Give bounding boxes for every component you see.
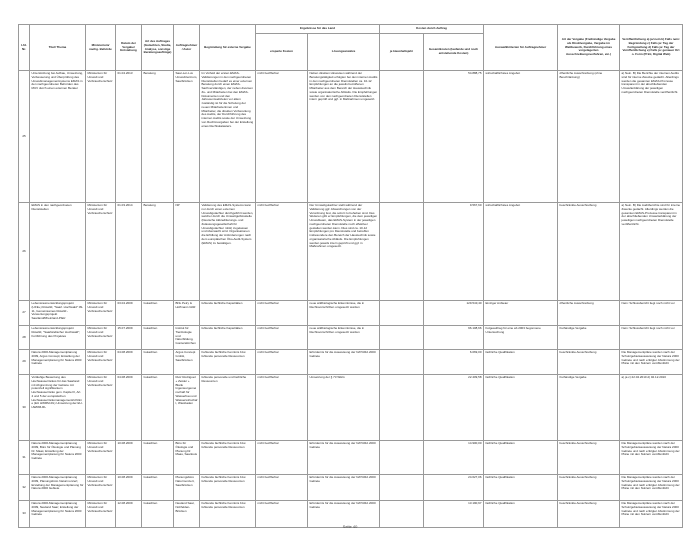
row-award-type: beschränkte Ausschreibung — [558, 350, 620, 375]
row-solutions: neue wildbiologische Erkenntnisse, die in Rechtsvorschriften umgesetzt wurden — [308, 326, 380, 350]
row-contractor: NP — [174, 203, 200, 301]
row-award-type: öffentliche Ausschreibung — [558, 301, 620, 326]
row-solutions: Erfordernis für die Ausweisung der NATURA 2000 Gebiete — [308, 441, 380, 475]
row-type: Gutachten — [142, 326, 174, 350]
contracts-table — [18, 24, 683, 528]
row-saved-costs: nicht bezifferbar — [256, 71, 308, 203]
row-saved-costs: nicht bezifferbar — [256, 326, 308, 350]
row-justification: Fehlende fachliche Kenntnis bzw. fehlende personelle Ressourcen — [200, 475, 256, 501]
row-total-cost: 129.543,40 — [424, 301, 484, 326]
row-number: 26 — [19, 203, 30, 301]
row-justification: Fehlende fachliche Kenntnis bzw. fehlende personelle Ressourcen — [200, 501, 256, 528]
row-annual-cost — [380, 301, 424, 326]
row-selection-criteria: fachliche Qualifikation — [484, 350, 558, 375]
col-header-auftragnehmer: Auftragnehmer/ Autor — [174, 25, 200, 71]
row-type: Gutachten — [142, 441, 174, 475]
row-number: 33 — [19, 501, 30, 528]
table-row — [19, 475, 683, 501]
row-award-type: beschränkte Ausschreibung — [558, 441, 620, 475]
row-total-cost: 9.567,60 — [424, 203, 484, 301]
row-number: 28 — [19, 326, 30, 350]
row-selection-criteria: fachliche Qualifikation — [484, 501, 558, 528]
row-total-cost: 24.627,06 — [424, 475, 484, 501]
row-title: Natura 2000-Managementplanung 2009, Büro für Ökologie und Planung Dr. Maas; Erstellung der Managementplanung für Natura 2000 Gebiete — [30, 441, 86, 475]
row-publication: Die Managementpläne werden nach der Schutzgebietsausweisung der Natura 2000 Gebiete und nach erfolgter Abstimmung der Pläne mit den Nutzern veröffentlicht — [620, 475, 683, 501]
row-total-cost: 14.900,00 — [424, 441, 484, 475]
row-publication: a) Nein. B) Die Berichte der internen Audits sind für interne Zwecke gedacht. Allerdings werden die gesamten EMAS-Prozesse transparent in der abschließenden Umwelterklärung der jeweiligen nachgeordneten Dienststelle veröffentlicht. — [620, 71, 683, 203]
col-header-auswahl: Auswahlkriterien für Auftragnehmer — [484, 25, 558, 71]
row-award-type: öffentliche Ausschreibung (ohne Beschränkung) — [558, 71, 620, 203]
col-header-ersparte: ersparte Kosten — [256, 34, 308, 71]
row-justification: Fehlende fachliche Kenntnis bzw. fehlende personelle Ressourcen — [200, 441, 256, 475]
row-solutions: Erfordernis für die Ausweisung der NATURA 2000 Gebiete — [308, 475, 380, 501]
row-total-cost: 54.888,75 — [424, 71, 484, 203]
row-date: 03.04.2009 — [116, 301, 142, 326]
row-title: Lebensraumenwicklungsprojekt (LIFE+) Rotwild, "Saarl. Hochwald" 09-11, Gemeinsames Rotwild - Verwertungsprojekt Saarland/Rheinland-Pfalz — [30, 301, 86, 326]
col-header-loesung: Lösungsansätze — [308, 34, 380, 71]
row-type: Gutachten — [142, 350, 174, 375]
row-type: Beratung — [142, 203, 174, 301]
row-solutions: Erfordernis für die Ausweisung der NATURA 2000 Gebiete — [308, 350, 380, 375]
row-title: EMAS in den nachgeordneten Dienststellen — [30, 203, 86, 301]
row-date: 04.08.2009 — [116, 375, 142, 441]
row-saved-costs: nicht bezifferbar — [256, 350, 308, 375]
col-header-veroeffentlichung: Veröffentlichung a) ja/ nein b) Falls nein: Begründung c) Falls ja: Tag der Fertigstellung d) Falls ja: Tag der Veröffentlichung e) Falls ja: genauer Ort o. Form (Print, Digital Web) — [620, 25, 683, 71]
row-selection-criteria: fachliche Qualifikation — [484, 375, 558, 441]
row-annual-cost — [380, 326, 424, 350]
row-justification: fehlende fachliche Kapazitäten — [200, 326, 256, 350]
table-row — [19, 71, 683, 203]
row-saved-costs: nicht bezifferbar — [256, 475, 308, 501]
row-selection-criteria: Folgeauftrag für eine ab 2003 begonnene Untersuchung — [484, 326, 558, 350]
group-header-results: Ergebnisse für das Land — [256, 25, 380, 34]
row-ministry: Ministerium für Umwelt und Verbraucherschutz — [86, 350, 116, 375]
table-row — [19, 350, 683, 375]
row-solutions: Neben direkten Hinweisen während der Beratungstätigkeit erfolgten bei den internen Audits in den nachgeordneten Dienststellen ca. 10-12 Empfehlungen an die jeweils betroffenen Mitarbeiter aus dem Bereich der Hausstechnik sowie organisatorische Abläufe. Die Empfehlungen werden von den nachgeordneten Dienststellen intern geprüft und ggf. in Maßnahmen umgesetzt. — [308, 71, 380, 203]
col-header-art: Art des Auftrages (Gutachten, Studie, Analyse, sonstige Beratungsaufträge) — [142, 25, 174, 71]
row-contractor: Planungsbüro Naturmonzert, Saarbrücken — [174, 475, 200, 501]
row-ministry: Ministerium für Umwelt und Verbraucherschutz — [86, 375, 116, 441]
row-title: Vorläufige Bewertung des Hochwasserrisikos für das Saarland mit Abgrenzung der Gebiete mit potenziell signifikantem Hochwasserrisiko gem. Kapitel II, Art. 4 und 5 der europäischen Hochwasserrisikomanagementrichtlinie (EU HWRM-RL) Umsetzung der EU-HWRM-RL — [30, 375, 86, 441]
row-saved-costs: nicht bezifferbar — [256, 301, 308, 326]
row-saved-costs: nicht bezifferbar — [256, 203, 308, 301]
row-solutions: Umsetzung der § 73 WHG — [308, 375, 380, 441]
col-header-gesamt: Gesamtkosten (laufende und noch entstehende Kosten) — [424, 34, 484, 71]
row-total-cost: 96.108,66 — [424, 326, 484, 350]
table-row — [19, 375, 683, 441]
row-contractor: Ruiz Rodriguez + Zeisler + Blank Ingenieurgemeinschaft für Wasserbau und Wasserwirtschaft, Wiesbaden — [174, 375, 200, 441]
row-contractor: Saar-Lor-Lux Umweltzentrum, Saarbrücken — [174, 71, 200, 203]
row-date: 10.08.2009 — [116, 475, 142, 501]
col-header-begruendung: Begründung für externe Vergabe — [200, 25, 256, 71]
row-number: 30 — [19, 375, 30, 441]
row-annual-cost — [380, 350, 424, 375]
row-date: 15.07.2009 — [116, 326, 142, 350]
row-solutions: Erfordernis für die Ausweisung der NATURA 2000 Gebiete — [308, 501, 380, 528]
row-solutions: Der Umweltgutachter stellt während der Validierung ggf. Abweichungen von der Verordnung fest, die sofort zu beheben sind. Des Weiteren gibt er Empfehlungen, die dem jeweiligen Umweltteam, das EMAS-System in der jeweiligen nachgeordneten Dienststelle noch effektiver gestalten werden kann. Dies sind ca. 10-12 Empfehlungen pro Dienststelle und betreffen insbesondere den Bereich der Haustechnik sowie organisatorische Abläufe. Die Empfehlungen werden jeweils intern geprüft und ggf. in Maßnahmen umgesetzt. — [308, 203, 380, 301]
row-publication: a) ja c) 22.04.2010 d) 02.12.2010 — [620, 375, 683, 441]
row-annual-cost — [380, 375, 424, 441]
row-justification: Fehlende fachliche Kenntnis bzw. fehlende personelle Ressourcen — [200, 350, 256, 375]
col-header-datum: Datum der Vergabe/ Entstehung — [116, 25, 142, 71]
row-annual-cost — [380, 203, 424, 301]
row-publication: Die Managementpläne werden nach der Schutzgebietsausweisung der Natura 2000 Gebiete und nach erfolgter Abstimmung der Pläne mit den Nutzern veröffentlicht — [620, 350, 683, 375]
row-contractor: Neuland Saar, Nohfelden-Brücken — [174, 501, 200, 528]
row-total-cost: 6.069,00 — [424, 350, 484, 375]
row-ministry: Ministerium für Umwelt und Verbraucherschutz — [86, 441, 116, 475]
row-number: 29 — [19, 350, 30, 375]
row-ministry: Ministerium für Umwelt und Verbraucherschutz — [86, 475, 116, 501]
row-award-type: freihändige Vergabe — [558, 375, 620, 441]
row-title: Natura 2000-Managementplanung 2009, Argus Concept; Erstellung der Managementplanung für Natura 2000 Gebiete — [30, 350, 86, 375]
row-award-type: beschränkte Ausschreibung — [558, 475, 620, 501]
row-justification: fehlende fachliche Kapazitäten — [200, 301, 256, 326]
group-header-costs: Kosten durch Auftrag — [380, 25, 484, 34]
table-row — [19, 203, 683, 301]
row-publication: Die Managementpläne werden nach der Schutzgebietsausweisung der Natura 2000 Gebiete und nach erfolgter Abstimmung der Pläne mit den Nutzern veröffentlicht — [620, 441, 683, 475]
row-saved-costs: nicht bezifferbar — [256, 441, 308, 475]
row-ministry: Ministerium für Umwelt und Verbraucherschutz — [86, 71, 116, 203]
row-solutions: neue wildbiologische Erkenntnisse, die in Rechtsvorschriften umgesetzt wurden — [308, 301, 380, 326]
row-publication: Nein: Schlussbericht liegt noch nicht vor — [620, 301, 683, 326]
col-header-haushaltsjahr: je Haushaltsjahr — [380, 34, 424, 71]
row-selection-criteria: fachliche Qualifikation — [484, 475, 558, 501]
row-selection-criteria: wirtschaftlichstes Angebot — [484, 203, 558, 301]
row-justification: Validierung des EMAS-Systems kann nur durch einen externen Umweltgutachter durchgeführt werden, welcher durch die Umweltgutbüsstelle (Deutsche Akkreditierungs- und Zulassungsgesellschaft für Umweltgutachter mbH) zugelassen und überwacht wird. Organisationen die Erfüllung der Anforderungen nach dem europäischen Öko-Audit-System (EMAS) zu bestätigen. — [200, 203, 256, 301]
row-award-type: beschränkte Ausschreibung — [558, 203, 620, 301]
row-total-cost: 22.409,58 — [424, 375, 484, 441]
row-title: Natura 2000-Managementplanung 2009, Neuland Saar; Erstellung der Managementplanung für Natura 2000 Gebiete — [30, 501, 86, 528]
row-ministry: Ministerium für Umwelt und Verbraucherschutz — [86, 301, 116, 326]
row-type: Gutachten — [142, 475, 174, 501]
col-header-titel: Titel/ Thema — [30, 25, 86, 71]
row-contractor: BNL Petry & Hoffmann GbR — [174, 301, 200, 326]
row-total-cost: 13.190,97 — [424, 501, 484, 528]
row-saved-costs: nicht bezifferbar — [256, 375, 308, 441]
col-header-ministerium: Ministerium/ nachg. Behörde — [86, 25, 116, 71]
row-date: 01.04.2013 — [116, 71, 142, 203]
row-publication: Nein: Schlussbericht liegt noch nicht vor — [620, 326, 683, 350]
row-type: Gutachten — [142, 375, 174, 441]
row-title: Lebensraumenwicklungsprojekt Rotwild, "Saarländischer Hochwald"; Fortführung des Projektes — [30, 326, 86, 350]
row-award-type: beschränkte Ausschreibung — [558, 501, 620, 528]
table-row — [19, 326, 683, 350]
table-row — [19, 301, 683, 326]
row-justification: fehlende personelle und fachliche Ressourcen — [200, 375, 256, 441]
row-selection-criteria: wirtschaftlichstes Angebot — [484, 71, 558, 203]
row-annual-cost — [380, 475, 424, 501]
col-header-vergabe: Art der Vergabe (Freihändige Vergabe als Direktvergabe, Vergabe im Wettbewerb, Durchführung eines vorgelagerten Ausschreibungsverfahren, etc.) — [558, 25, 620, 71]
row-saved-costs: nicht bezifferbar — [256, 501, 308, 528]
row-publication: Die Managementpläne werden nach der Schutzgebietsausweisung der Natura 2000 Gebiete und nach erfolgter Abstimmung der Pläne mit den Nutzern veröffentlicht — [620, 501, 683, 528]
table-body — [19, 71, 683, 528]
col-header-nr: Lfd. Nr. — [19, 25, 30, 71]
row-type: Beratung — [142, 71, 174, 203]
row-contractor: Argus Concept GmbH, Saarbrücken — [174, 350, 200, 375]
page-number: Seite 40 — [342, 524, 358, 529]
table-row — [19, 441, 683, 475]
row-publication: a) Nein. B) Die Auditberichte sind für interne Zwecke gedacht. Allerdings werden die gesamten EMAS-Prozesse transparent in der abschließenden Umwelterklärung der jeweiligen nachgeordneten Dienststelle veröffentlicht. — [620, 203, 683, 301]
row-type: Gutachten — [142, 301, 174, 326]
row-ministry: Ministerium für Umwelt und Verbraucherschutz — [86, 203, 116, 301]
row-type: Gutachten — [142, 501, 174, 528]
row-contractor: Büro für Ökologie und Planung Dr. Maas, Saarlouis — [174, 441, 200, 475]
row-date: 01.03.2014 — [116, 203, 142, 301]
row-selection-criteria: Einziger Anbieter — [484, 301, 558, 326]
row-selection-criteria: fachliche Qualifikation — [484, 441, 558, 475]
row-title: Unterstützung bei Aufbau, Umsetzung, Verbesserung und Überprüfung des Umweltmanagementsystems EMAS in den nachgeordneten Behörden des MUV durch einen externen Berater — [30, 71, 86, 203]
row-title: Natura 2000-Managementplanung 2009, Planungsbüro Naturmonzert; Erstellung der Managementplanung für Natura 2000 Gebiete — [30, 475, 86, 501]
row-ministry: Ministerium für Umwelt und Verbraucherschutz — [86, 501, 116, 528]
row-contractor: Institut für Tierökologie und Naturbildung, Gonterskirchen — [174, 326, 200, 350]
row-number: 27 — [19, 301, 30, 326]
row-annual-cost — [380, 71, 424, 203]
row-date: 04.08.2009 — [116, 350, 142, 375]
row-ministry: Ministerium für Umwelt und Verbraucherschutz — [86, 326, 116, 350]
row-award-type: freihändige Vergabe — [558, 326, 620, 350]
row-annual-cost — [380, 441, 424, 475]
row-number: 25 — [19, 71, 30, 203]
row-date: 10.08.2009 — [116, 441, 142, 475]
row-date: 12.08.2009 — [116, 501, 142, 528]
row-number: 31 — [19, 441, 30, 475]
header-group-row — [19, 25, 683, 34]
row-number: 32 — [19, 475, 30, 501]
row-justification: Im Vorfeld der ersten EMAS-Validierungen in den nachgeordneten Dienststellen bedarf es einer externen Beratung durch einen EMAS-Sachverständigen, der neben diversen Zu- und Mitarbeiten bei den EMAS-Dokumenten und den Jahresumweltzielen vor allem zuständig ist für die Schulung der neuen Mitarbeiterinnen und Mitarbeiter, die direkten Vorbereitung des Audits, der Durchführung des internen Audits sowie der Umsetzung von Rechtsvorgaben bei der Erstellung eines Rechtskatasters. — [200, 71, 256, 203]
